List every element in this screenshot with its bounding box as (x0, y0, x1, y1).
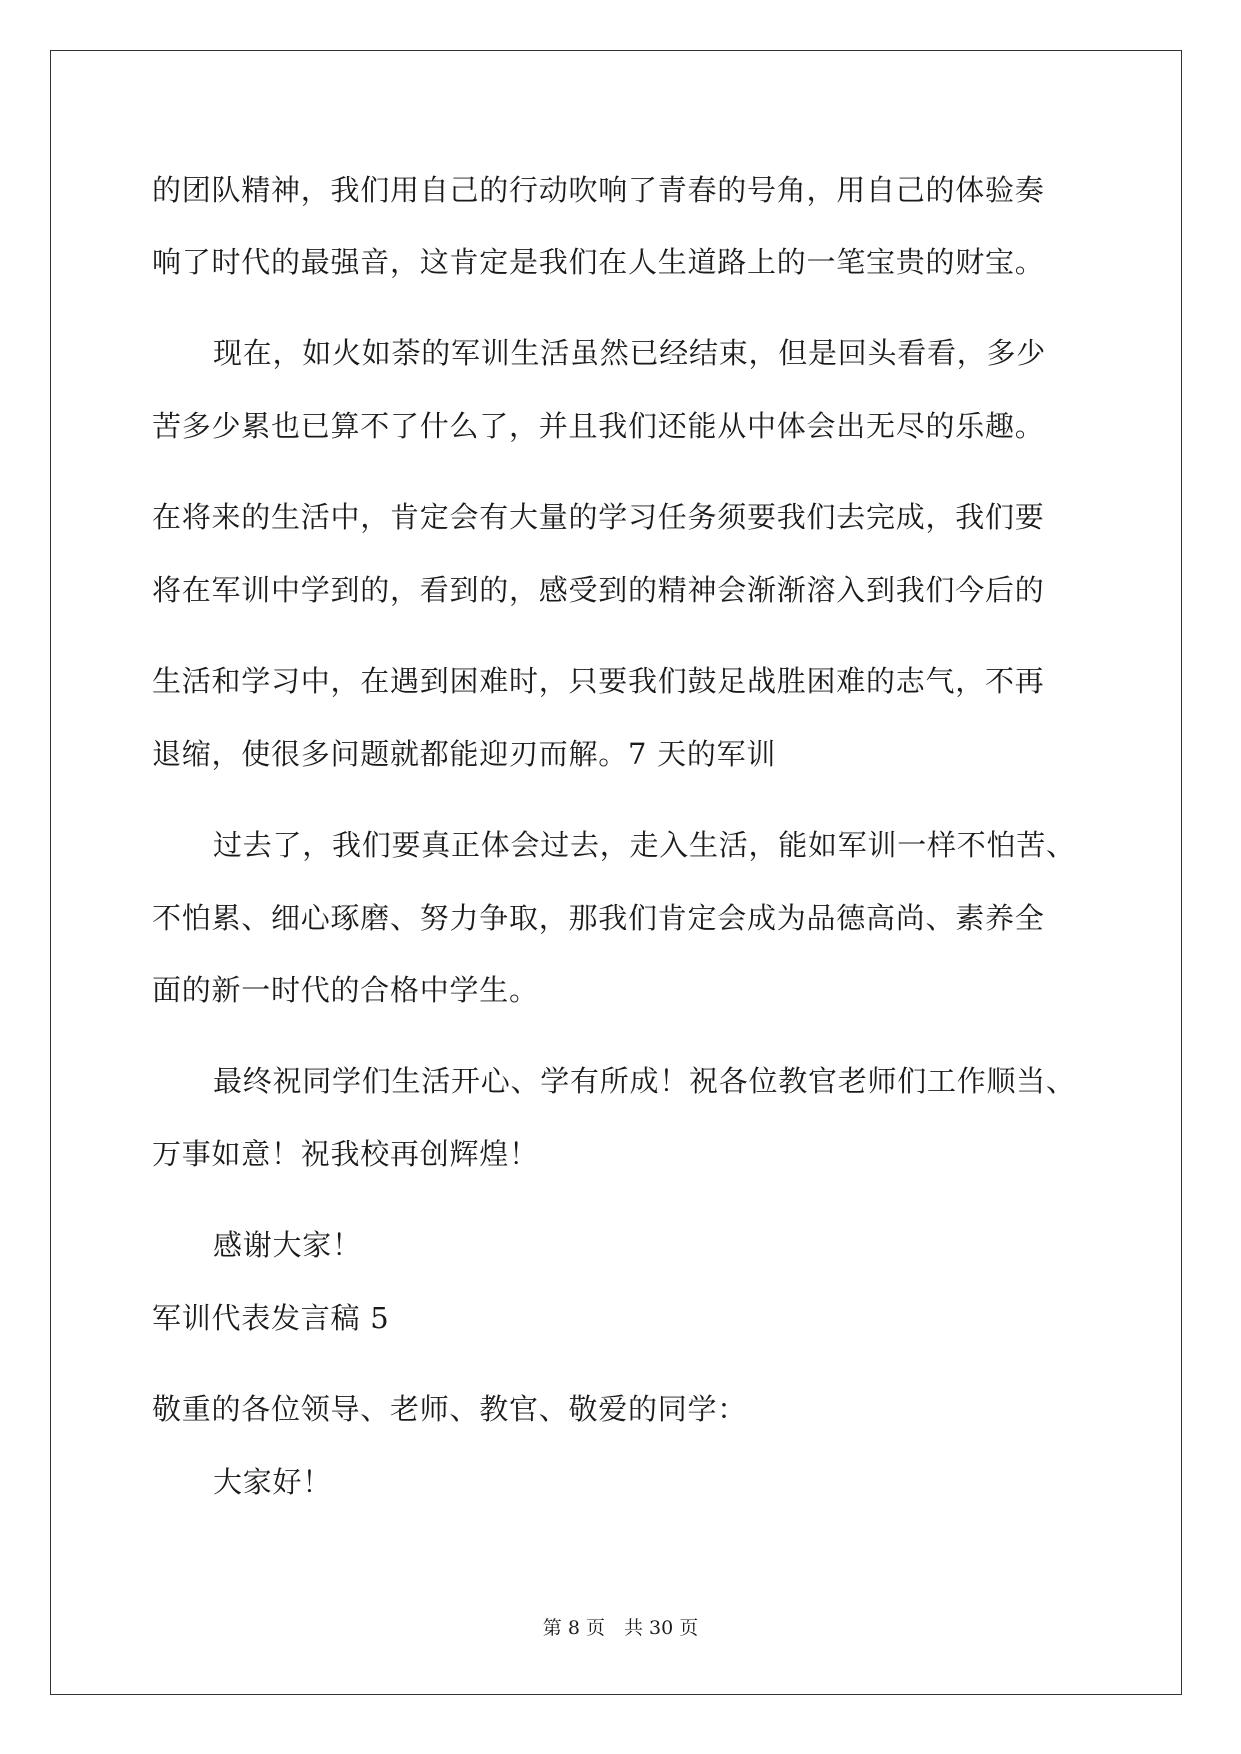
greeting: 大家好！ (213, 1465, 333, 1499)
text-line: 的团队精神，我们用自己的行动吹响了青春的号角，用自己的体验奏 (152, 173, 1045, 207)
text-line: 面的新一时代的合格中学生。 (152, 973, 539, 1007)
text-line: 苦多少累也已算不了什么了，并且我们还能从中体会出无尽的乐趣。 (152, 409, 1045, 443)
text-line: 将在军训中学到的，看到的，感受到的精神会渐渐溶入到我们今后的 (152, 573, 1045, 607)
section-heading: 军训代表发言稿 5 (152, 1301, 390, 1335)
paragraph-first-line: 过去了，我们要真正体会过去，走入生活，能如军训一样不怕苦、 (213, 828, 1076, 862)
text-line: 退缩，使很多问题就都能迎刃而解。7 天的军训 (152, 737, 777, 771)
page-footer: 第 8 页 共 30 页 (542, 1617, 699, 1639)
page-border (50, 50, 1182, 1695)
text-line: 万事如意！祝我校再创辉煌！ (152, 1137, 539, 1171)
paragraph-first-line: 最终祝同学们生活开心、学有所成！祝各位教官老师们工作顺当、 (213, 1064, 1076, 1098)
text-line: 生活和学习中，在遇到困难时，只要我们鼓足战胜困难的志气，不再 (152, 664, 1045, 698)
text-line: 在将来的生活中，肯定会有大量的学习任务须要我们去完成，我们要 (152, 500, 1045, 534)
text-line: 不怕累、细心琢磨、努力争取，那我们肯定会成为品德高尚、素养全 (152, 901, 1045, 935)
closing-thanks: 感谢大家！ (213, 1228, 362, 1262)
text-line: 响了时代的最强音，这肯定是我们在人生道路上的一笔宝贵的财宝。 (152, 245, 1045, 279)
salutation: 敬重的各位领导、老师、教官、敬爱的同学： (152, 1392, 748, 1426)
paragraph-first-line: 现在，如火如荼的军训生活虽然已经结束，但是回头看看，多少 (213, 336, 1047, 370)
